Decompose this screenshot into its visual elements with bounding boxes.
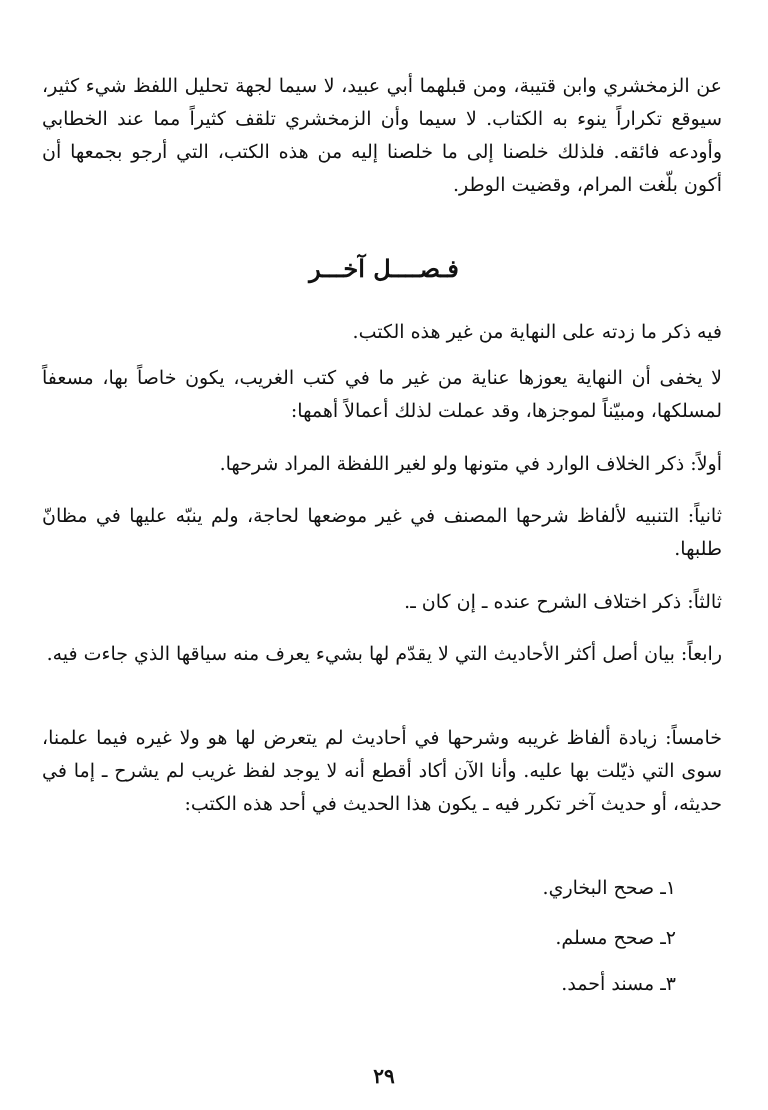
point-4: رابعاً: بيان أصل أكثر الأحاديث التي لا يقدّم لها بشيء يعرف منه سياقها الذي جاءت فيه. (46, 643, 722, 665)
list-item: ٢ـ صحح مسلم. (555, 927, 676, 949)
section-intro: فيه ذكر ما زدته على النهاية من غير هذه الكتب. (352, 321, 722, 343)
page-number: ٢٩ (373, 1064, 395, 1088)
point-5: خامساً: زيادة ألفاظ غريبه وشرحها في أحاديث لم يتعرض لها هو ولا غيره فيما علمنا، سوى التي ذيّلت بها عليه. وأنا الآن أكاد أقطع أنه لا يوجد لفظ غريب لم يشرح ـ إما في حديثه، أو حديث آخر تكرر فيه ـ يكون هذا الحديث في أحد هذه الكتب: (42, 727, 722, 815)
list-item: ١ـ صحح البخاري. (542, 877, 676, 899)
intro-paragraph: عن الزمخشري وابن قتيبة، ومن قبلهما أبي عبيد، لا سيما لجهة تحليل اللفظ شيء كثير، سيوقع تكراراً ينوء به الكتاب. لا سيما وأن الزمخشري تلقف كثيراً مما عند الخطابي وأودعه فائقه. فلذلك خلصنا إلى ما خلصنا إليه من هذه الكتب، التي أرجو بجمعها أن أكون بلّغت المرام، وقضيت الوطر. (42, 75, 722, 196)
section-heading: فـصــــل آخـــر (309, 254, 459, 283)
point-3: ثالثاً: ذكر اختلاف الشرح عنده ـ إن كان ـ. (404, 591, 722, 613)
point-1: أولاً: ذكر الخلاف الوارد في متونها ولو لغير اللفظة المراد شرحها. (219, 453, 722, 475)
list-item: ٣ـ مسند أحمد. (561, 973, 676, 995)
point-2: ثانياً: التنبيه لألفاظ شرحها المصنف في غير موضعها لحاجة، ولم ينبّه عليها في مظانّ طلبها. (42, 505, 722, 560)
paragraph-2: لا يخفى أن النهاية يعوزها عناية من غير ما في كتب الغريب، يكون خاصاً بها، مسعفاً لمسلكها، ومبيّناً لموجزها، وقد عملت لذلك أعمالاً أهمها: (42, 367, 722, 422)
